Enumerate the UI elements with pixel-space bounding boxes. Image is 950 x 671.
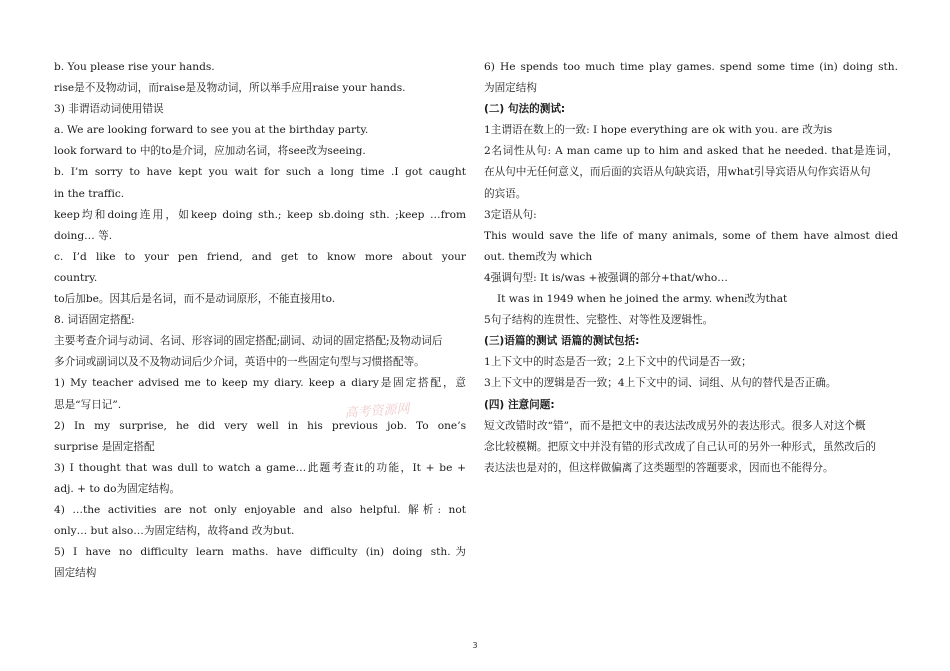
- text-line: 1) My teacher advised me to keep my diary. keep a diary是固定搭配，意: [54, 377, 466, 390]
- watermark-stamp: [334, 400, 420, 422]
- text-line: This would save the life of many animals, some of them have almost died: [484, 229, 898, 242]
- text-line: 1主谓语在数上的一致: I hope everything are ok with you. are 改为is: [484, 124, 833, 137]
- text-line: 6) He spends too much time play games. spend some time (in) doing sth.: [484, 61, 898, 73]
- text-line: to后加be。因其后是名词，而不是动词原形，不能直接用to.: [54, 293, 336, 306]
- text-line: 5句子结构的连贯性、完整性、对等性及逻辑性。: [484, 314, 714, 327]
- text-line: in the traffic.: [54, 187, 125, 200]
- text-line: out. them改为 which: [484, 250, 593, 263]
- text-line: 3) I thought that was dull to watch a game…此题考查it的功能，It + be +: [54, 461, 466, 474]
- text-line: (三)语篇的测试 语篇的测试包括:: [484, 335, 640, 348]
- text-line: 5) I have no difficulty learn maths. have difficulty (in) doing sth.为: [54, 546, 466, 559]
- text-line: 4) …the activities are not only enjoyable and also helpful. 解析: not: [54, 503, 466, 516]
- text-line: b. You please rise your hands.: [54, 61, 215, 73]
- text-line: 在从句中无任何意义，而后面的宾语从句缺宾语，用what引导宾语从句作宾语从句: [484, 166, 871, 179]
- text-line: 3) 非谓语动词使用错误: [54, 103, 164, 116]
- text-line: (二) 句法的测试:: [484, 103, 566, 116]
- text-line: b. I’m sorry to have kept you wait for such a long time .I got caught: [54, 166, 466, 179]
- page-number: 3: [472, 641, 478, 650]
- text-line: a. We are looking forward to see you at the birthday party.: [54, 124, 369, 137]
- text-line: 3上下文中的逻辑是否一致；4上下文中的词、词组、从句的替代是否正确。: [484, 377, 837, 390]
- text-line: adj. + to do为固定结构。: [54, 482, 181, 495]
- text-line: 固定结构: [54, 567, 97, 580]
- text-line: 2) In my surprise, he did very well in his previous job. To one’s: [54, 419, 466, 432]
- text-line: 念比较模糊。把原文中并没有错的形式改成了自己认可的另外一种形式，虽然改后的: [484, 440, 876, 453]
- text-line: 思是“写日记”.: [54, 398, 122, 411]
- left-column: [54, 57, 466, 584]
- text-line: 主要考查介词与动词、名词、形容词的固定搭配;副词、动词的固定搭配;及物动词后: [54, 335, 443, 348]
- text-line: 8. 词语固定搭配:: [54, 314, 135, 327]
- text-line: 为固定结构: [484, 82, 537, 95]
- text-line: (四) 注意问题:: [484, 398, 555, 411]
- text-line: surprise 是固定搭配: [54, 440, 155, 453]
- text-line: 的宾语。: [484, 187, 527, 200]
- text-line: 表达法也是对的，但这样做偏离了这类题型的答题要求，因而也不能得分。: [484, 461, 834, 474]
- text-line: doing… 等.: [54, 229, 113, 242]
- text-line: 3定语从句:: [484, 208, 537, 221]
- text-line: c. I’d like to your pen friend, and get to know more about your: [54, 250, 466, 263]
- text-line: 多介词或副词以及不及物动词后少介词，英语中的一些固定句型与习惯搭配等。: [54, 356, 425, 369]
- text-line: keep均和doing连用，如keep doing sth.; keep sb.doing sth. ;keep …from: [54, 208, 466, 221]
- text-line: look forward to 中的to是介词，应加动名词，将see改为seeing.: [54, 145, 366, 158]
- text-line: 短文改错时改“错”，而不是把文中的表达法改成另外的表达形式。很多人对这个概: [484, 419, 866, 432]
- right-column: [484, 57, 898, 479]
- text-line: 2名词性从句: A man came up to him and asked that he needed. that是连词，: [484, 145, 898, 158]
- text-line: country.: [54, 271, 98, 284]
- text-line: It was in 1949 when he joined the army. when改为that: [497, 293, 788, 306]
- text-line: only… but also…为固定结构，故将and 改为but.: [54, 525, 295, 538]
- watermark-text: 高考资源网: [344, 401, 410, 422]
- text-line: rise是不及物动词，而raise是及物动词，所以举手应用raise your hands.: [54, 82, 406, 95]
- text-line: 4强调句型: It is/was +被强调的部分+that/who…: [484, 271, 728, 284]
- text-line: 1上下文中的时态是否一致；2上下文中的代词是否一致；: [484, 356, 752, 369]
